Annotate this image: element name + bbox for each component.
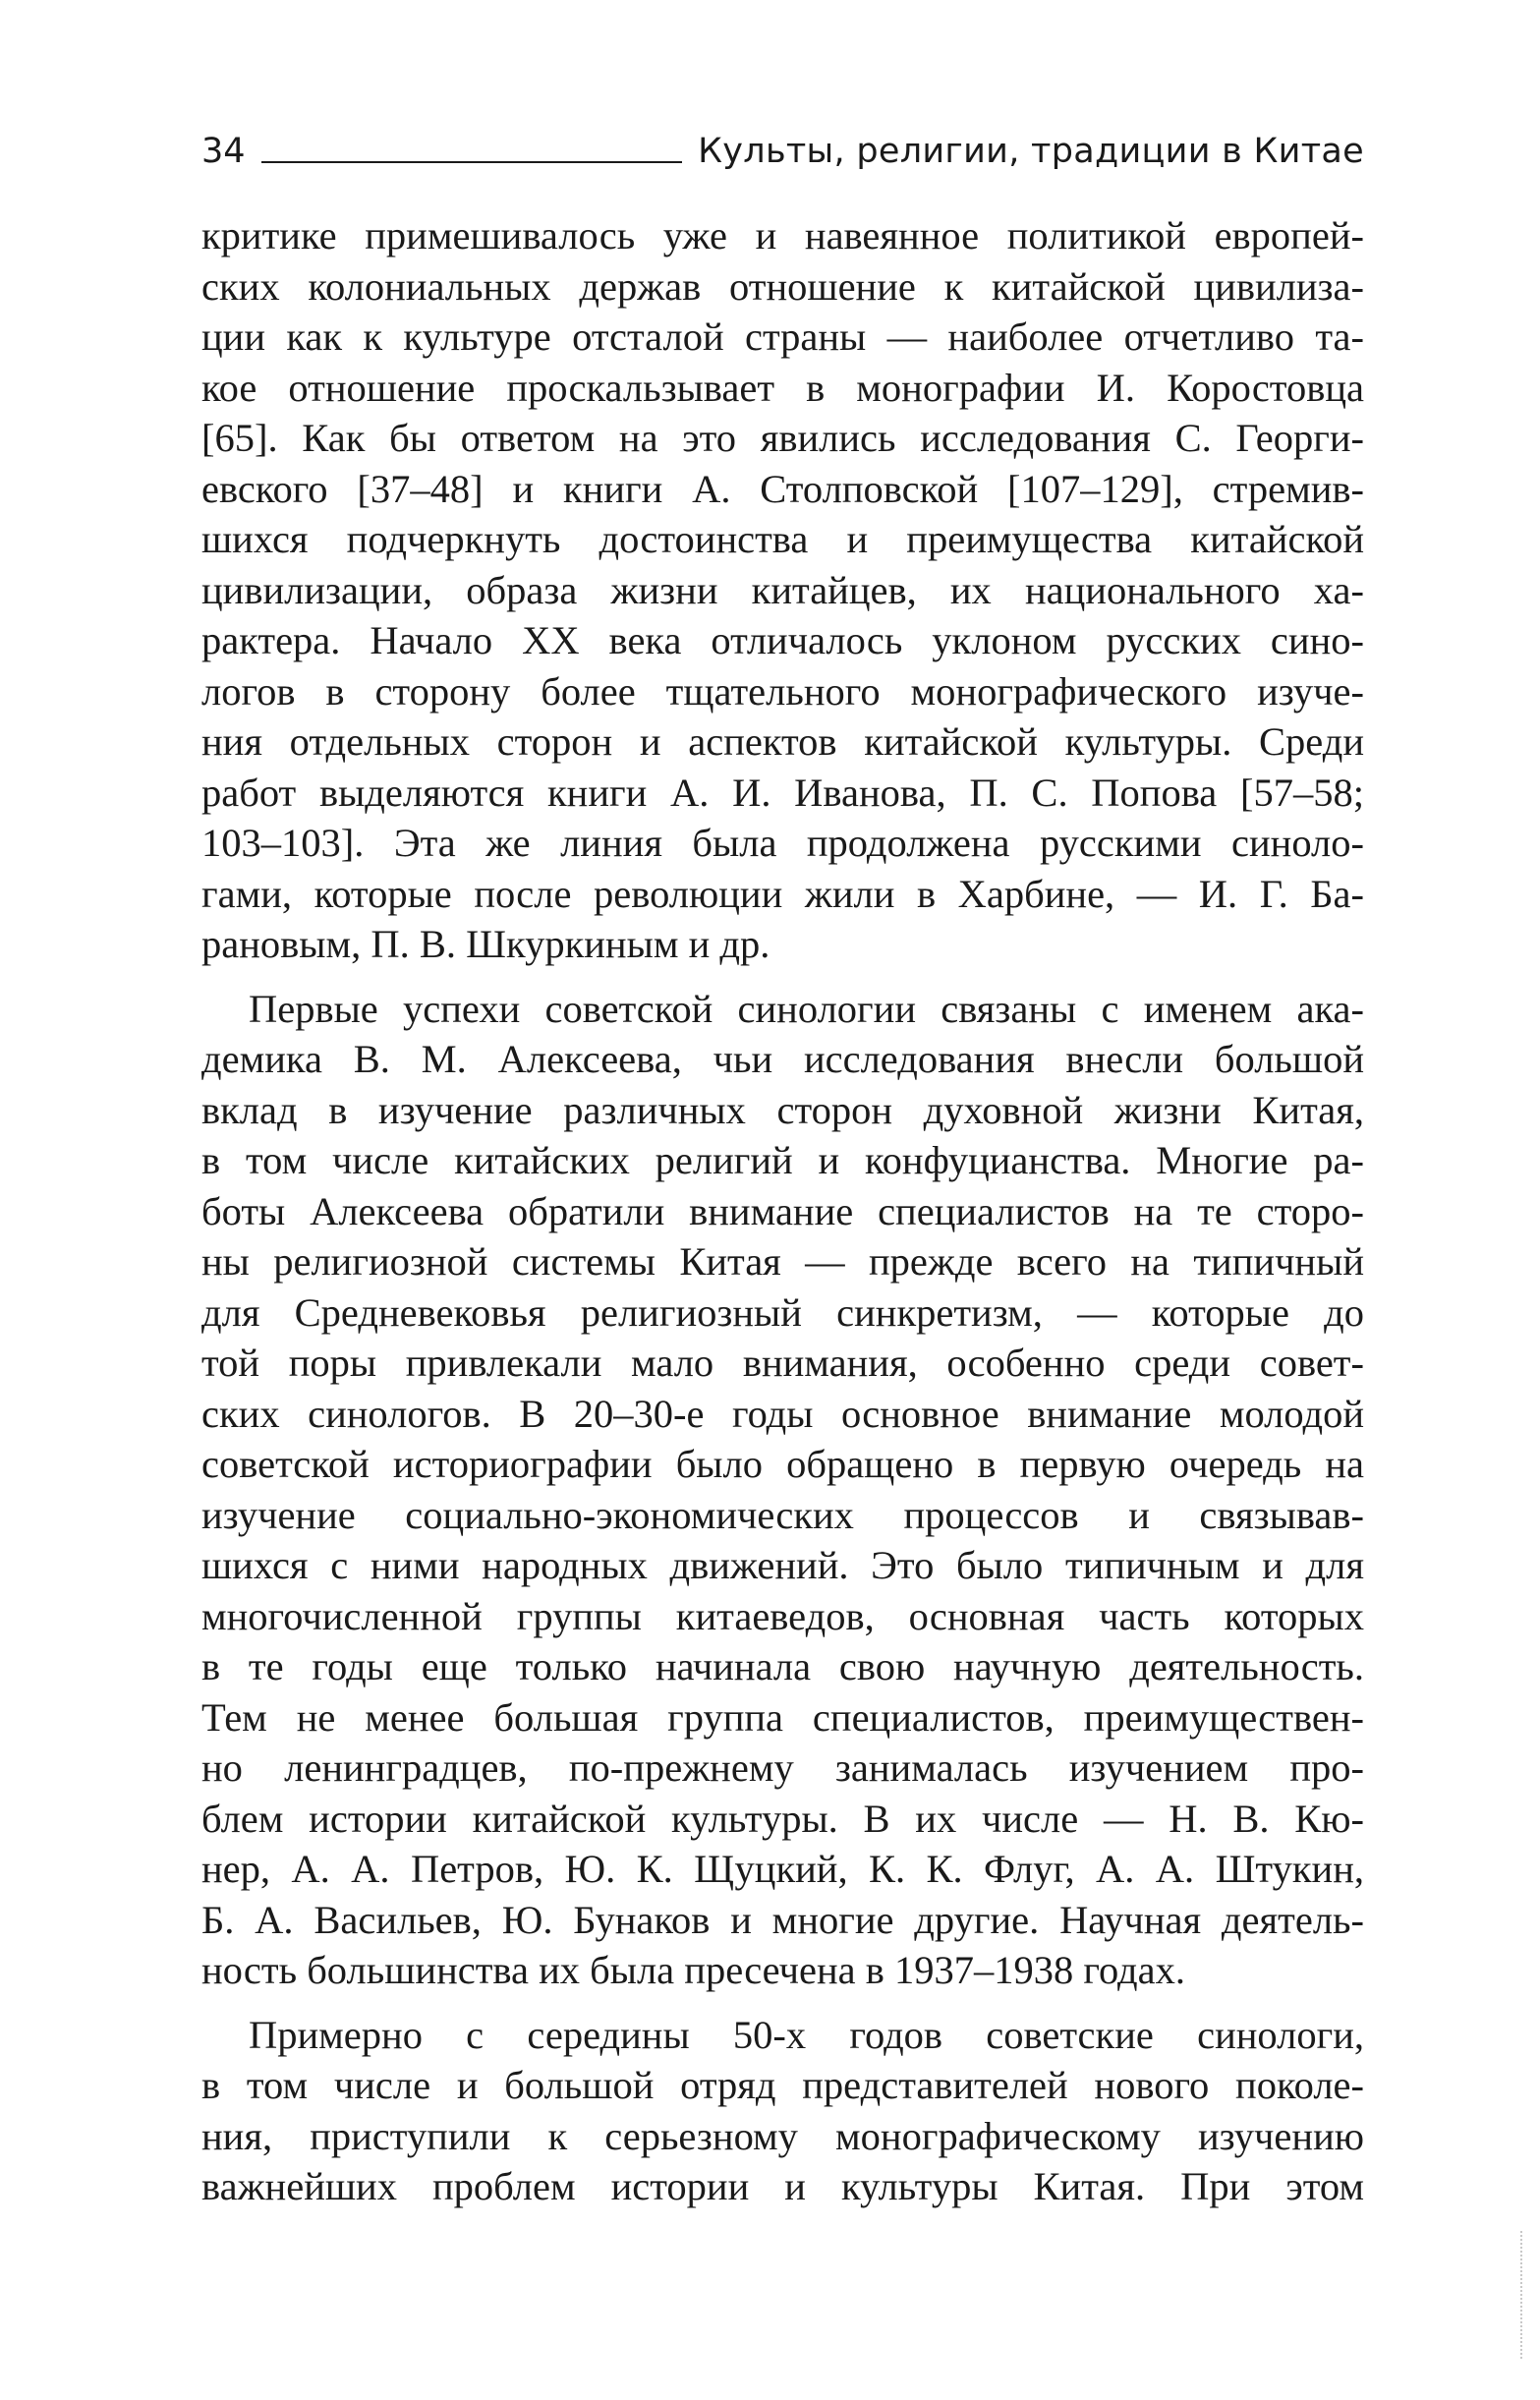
text-line: но ленинградцев, по-прежнему занималась изучением про- (201, 1745, 1364, 1790)
text-line: ции как к культуре отсталой страны — наиболее отчетливо та- (201, 314, 1364, 359)
paragraph-3 (201, 2010, 1364, 2212)
text-line: Первые успехи советской синологии связаны с именем ака- (249, 986, 1364, 1031)
text-line: в те годы еще только начинала свою научную деятельность. (201, 1644, 1364, 1688)
text-line: Б. А. Васильев, Ю. Бунаков и многие другие. Научная деятель- (201, 1897, 1364, 1942)
text-line: гами, которые после революции жили в Харбине, — И. Г. Ба- (201, 871, 1364, 916)
text-line: изучение социально-экономических процессов и связывав- (201, 1492, 1364, 1537)
text-line: нер, А. А. Петров, Ю. К. Щуцкий, К. К. Флуг, А. А. Штукин, (201, 1847, 1364, 1891)
text-line: советской историографии было обращено в первую очередь на (201, 1442, 1364, 1486)
text-line: Тем не менее большая группа специалистов, преимуществен- (201, 1694, 1364, 1740)
text-line: в том числе и большой отряд представителей нового поколе- (201, 2063, 1364, 2107)
text-line: шихся с ними народных движений. Это было типичным и для (201, 1543, 1364, 1587)
text-line: критике примешивалось уже и навеянное политикой европей- (201, 213, 1364, 257)
paragraph-1 (201, 210, 1364, 970)
text-line: демика В. М. Алексеева, чьи исследования внесли большой (201, 1037, 1364, 1081)
text-line: ния, приступили к серьезному монографическому изучению (201, 2113, 1364, 2158)
text-line: в том числе китайских религий и конфуцианства. Многие ра- (201, 1138, 1364, 1182)
text-line: кое отношение проскальзывает в монографии И. Коростовца (201, 365, 1364, 410)
text-line: той поры привлекали мало внимания, особенно среди совет- (201, 1341, 1364, 1385)
text-line: шихся подчеркнуть достоинства и преимущества китайской (201, 517, 1364, 561)
text-line: ских колониальных держав отношение к китайской цивилиза- (201, 263, 1364, 309)
text-line: ния отдельных сторон и аспектов китайской культуры. Среди (201, 719, 1364, 764)
paragraph-gap (201, 970, 1364, 984)
text-line: блем истории китайской культуры. В их числе — Н. В. Кю- (201, 1796, 1364, 1841)
text-line: ны религиозной системы Китая — прежде всего на типичный (201, 1239, 1364, 1284)
text-line: [65]. Как бы ответом на это явились исследования С. Георги- (201, 416, 1364, 460)
text-line: цивилизации, образа жизни китайцев, их национального ха- (201, 567, 1364, 612)
scan-edge-marks (1520, 2231, 1526, 2359)
text-line: евского [37–48] и книги А. Столповской [107–129], стремив- (201, 466, 1364, 511)
body-text (201, 210, 1364, 2212)
text-line: для Средневековья религиозный синкретизм, — которые до (201, 1289, 1364, 1335)
text-line: логов в сторону более тщательного монографического изуче- (201, 668, 1364, 714)
text-line: вклад в изучение различных сторон духовной жизни Китая, (201, 1087, 1364, 1132)
paragraph-gap (201, 1996, 1364, 2010)
running-title: Культы, религии, традиции в Китае (698, 132, 1364, 171)
text-line: рактера. Начало XX века отличалось уклоном русских сино- (201, 618, 1364, 662)
header-rule (261, 161, 683, 163)
text-line: важнейших проблем истории и культуры Китая. При этом (201, 2164, 1364, 2208)
text-line: ность большинства их была пресечена в 1937–1938 годах. (201, 1948, 1186, 1992)
page-header (201, 110, 1364, 169)
text-line: 103–103]. Эта же линия была продолжена русскими синоло- (201, 821, 1364, 865)
text-line: работ выделяются книги А. И. Иванова, П. С. Попова [57–58; (201, 770, 1364, 815)
page-number: 34 (201, 132, 246, 171)
paragraph-2 (201, 984, 1364, 1996)
text-line: многочисленной группы китаеведов, основная часть которых (201, 1593, 1364, 1638)
text-line: боты Алексеева обратили внимание специалистов на те сторо- (201, 1188, 1364, 1233)
text-line: рановым, П. В. Шкуркиным и др. (201, 922, 770, 966)
text-line: ских синологов. В 20–30-е годы основное внимание молодой (201, 1391, 1364, 1436)
text-line: Примерно с середины 50-х годов советские синологи, (249, 2012, 1364, 2057)
